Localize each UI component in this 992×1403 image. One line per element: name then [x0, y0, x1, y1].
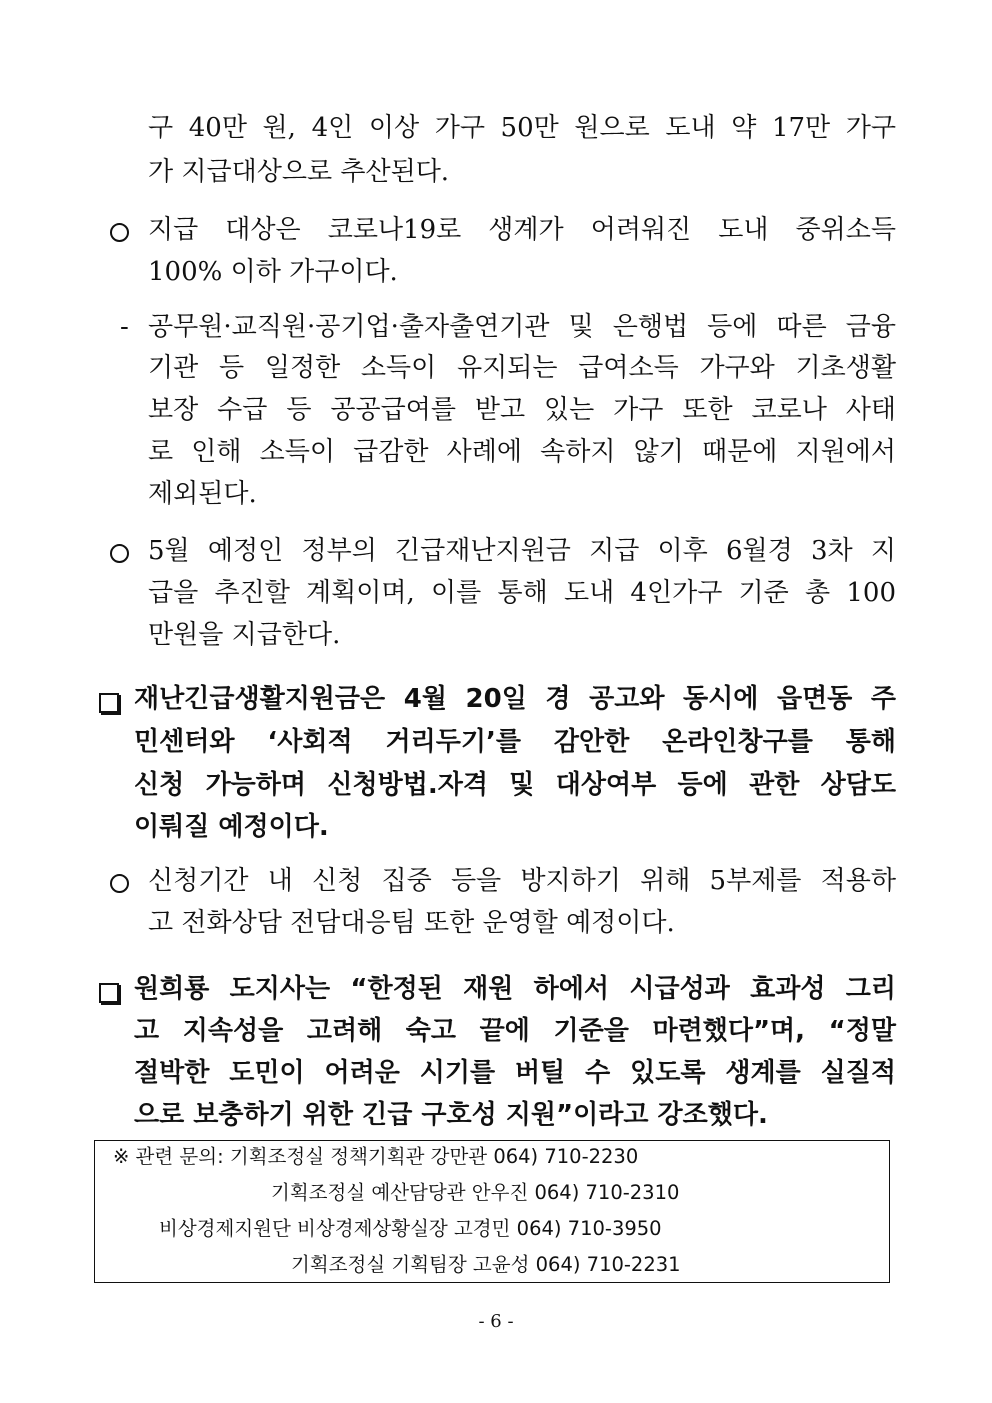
text-line: 고 전화상담 전담대응팀 또한 운영할 예정이다. [148, 908, 675, 938]
text-line: 가 지급대상으로 추산된다. [148, 157, 450, 187]
text-line: 만원을 지급한다. [148, 620, 341, 650]
text-line: 100% 이하 가구이다. [148, 257, 398, 287]
text-line: 기관 등 일정한 소득이 유지되는 급여소득 가구와 기초생활 [148, 353, 896, 383]
text-line: 민센터와 ‘사회적 거리두기’를 감안한 온라인창구를 통해 [134, 727, 896, 757]
circle-bullet-icon [110, 223, 129, 242]
text-line: 원희룡 도지사는 “한정된 재원 하에서 시급성과 효과성 그리 [134, 974, 896, 1004]
dash-marker: - [120, 312, 129, 342]
text-line: 구 40만 원, 4인 이상 가구 50만 원으로 도내 약 17만 가구 [148, 113, 896, 143]
contact-box [94, 1140, 890, 1283]
text-line: 신청기간 내 신청 집중 등을 방지하기 위해 5부제를 적용하 [148, 866, 896, 896]
text-line: 재난긴급생활지원금은 4월 20일 경 공고와 동시에 읍면동 주 [134, 684, 896, 714]
text-line: 보장 수급 등 공공급여를 받고 있는 가구 또한 코로나 사태 [148, 395, 896, 425]
text-line: 제외된다. [148, 479, 257, 509]
text-line: 신청 가능하며 신청방법.자격 및 대상여부 등에 관한 상담도 [134, 770, 896, 800]
square-bullet-icon [99, 693, 119, 713]
text-line: 이뤄질 예정이다. [134, 812, 329, 842]
text-line: 공무원·교직원·공기업·출자출연기관 및 은행법 등에 따른 금융 [148, 312, 896, 342]
contact-line: 기획조정실 기획팀장 고윤성 064) 710-2231 [291, 1253, 681, 1276]
text-line: 절박한 도민이 어려운 시기를 버틸 수 있도록 생계를 실질적 [134, 1058, 896, 1088]
text-line: 지급 대상은 코로나19로 생계가 어려워진 도내 중위소득 [148, 215, 896, 245]
text-line: 5월 예정인 정부의 긴급재난지원금 지급 이후 6월경 3차 지 [148, 536, 896, 566]
text-line: 으로 보충하기 위한 긴급 구호성 지원”이라고 강조했다. [134, 1100, 768, 1130]
contact-line: 비상경제지원단 비상경제상황실장 고경민 064) 710-3950 [159, 1217, 662, 1240]
contact-line: ※ 관련 문의: 기획조정실 정책기획관 강만관 064) 710-2230 [113, 1145, 639, 1168]
text-line: 급을 추진할 계획이며, 이를 통해 도내 4인가구 기준 총 100 [148, 578, 896, 608]
contact-line: 기획조정실 예산담당관 안우진 064) 710-2310 [271, 1181, 680, 1204]
page-number: - 6 - [478, 1311, 514, 1332]
text-line: 로 인해 소득이 급감한 사례에 속하지 않기 때문에 지원에서 [148, 437, 896, 467]
text-line: 고 지속성을 고려해 숙고 끝에 기준을 마련했다”며, “정말 [134, 1016, 896, 1046]
circle-bullet-icon [110, 544, 129, 563]
circle-bullet-icon [110, 874, 129, 893]
square-bullet-icon [99, 983, 119, 1003]
